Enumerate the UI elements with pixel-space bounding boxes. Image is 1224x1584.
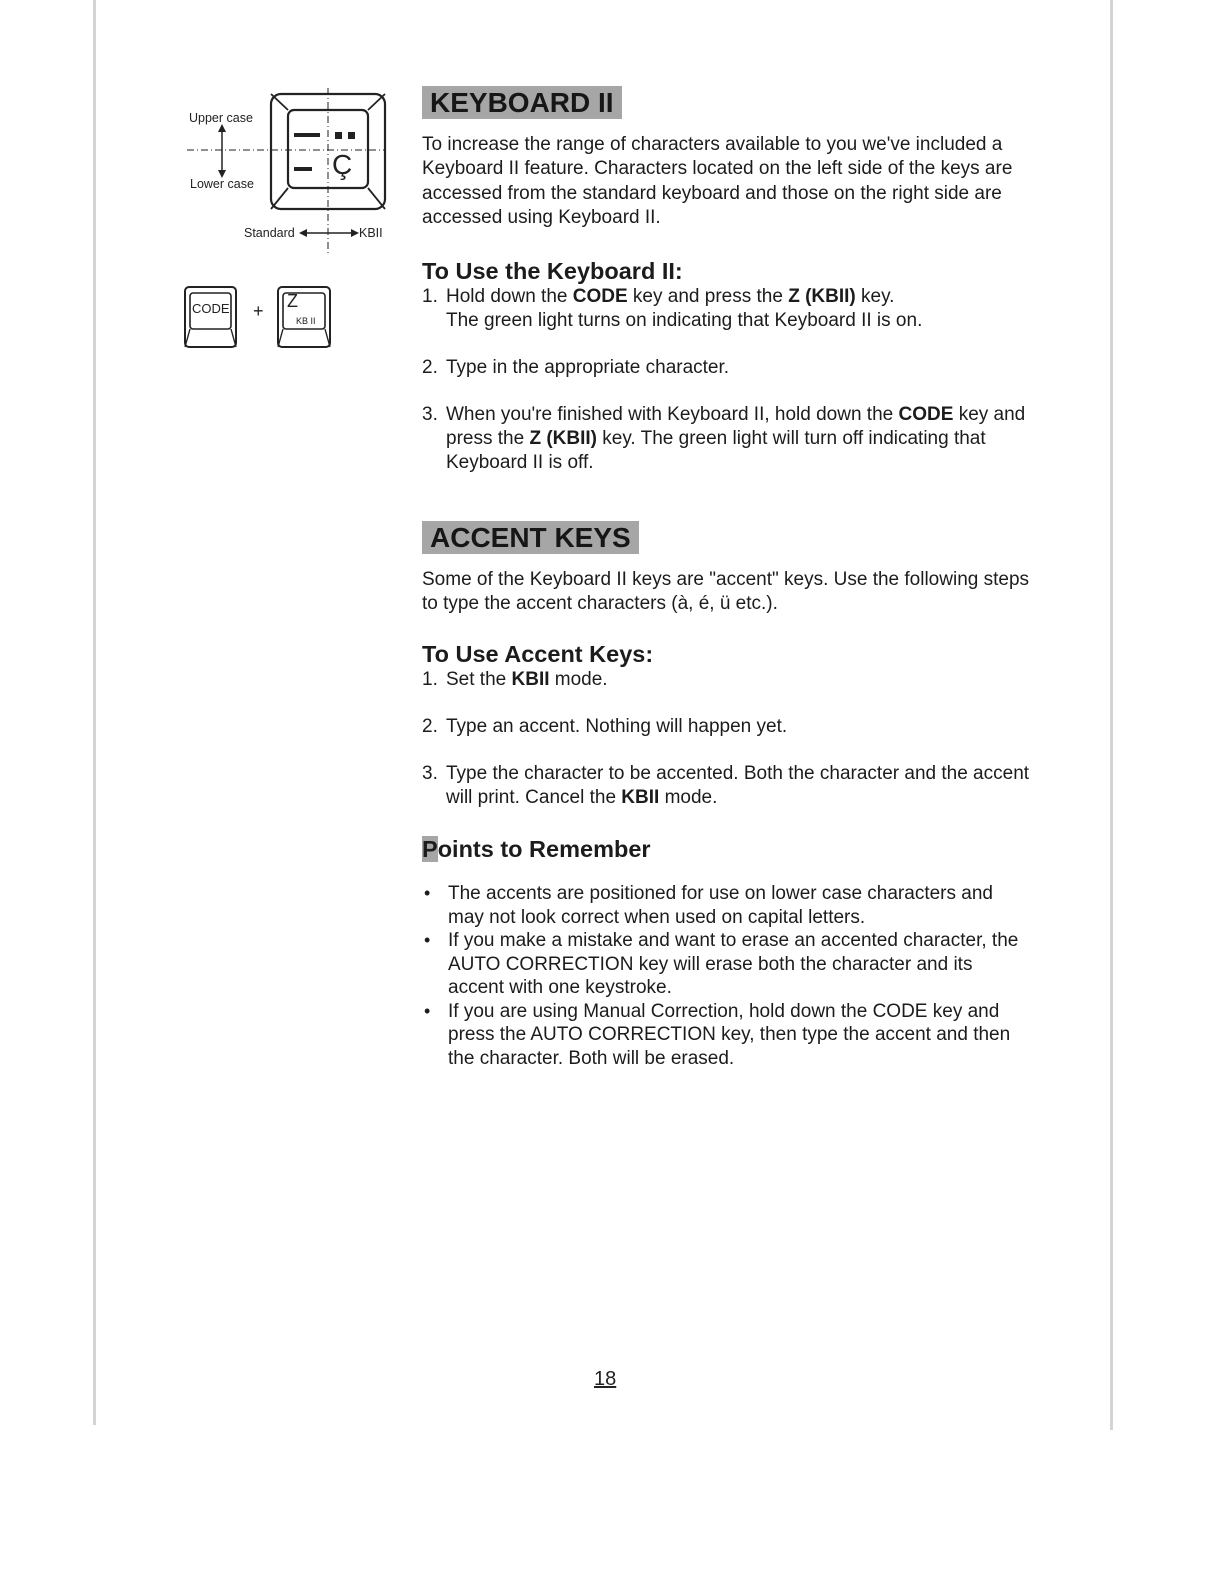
z-key-sub-label: KB II xyxy=(296,316,316,326)
kbii-label: KBII xyxy=(359,226,383,240)
points-to-remember-heading: Points to Remember xyxy=(422,836,651,863)
keyboard-ii-steps xyxy=(422,285,1032,475)
plus-sign: + xyxy=(253,301,264,321)
z-key-label: Z xyxy=(287,291,298,311)
list-item: • If you are using Manual Correction, hold down the CODE key and press the AUTO CORRECTION key, then type the accent and then the character. Both will be erased. xyxy=(424,1000,1011,1069)
scan-page-edge-left xyxy=(93,0,96,1425)
keyboard-ii-subheading: To Use the Keyboard II: xyxy=(422,257,683,284)
lower-case-label: Lower case xyxy=(190,177,254,191)
list-item: • The accents are positioned for use on lower case characters and may not look correct when used on capital letters. xyxy=(424,883,993,928)
right-lower-character: Ç xyxy=(332,149,353,180)
keyboard-ii-title: KEYBOARD II xyxy=(422,86,622,119)
key-combo-graphic xyxy=(183,285,343,351)
list-item: 2. Type an accent. Nothing will happen yet. xyxy=(422,716,788,738)
accent-keys-intro: Some of the Keyboard II keys are "accent" keys. Use the following steps to type the accent characters (à, é, ü etc.). xyxy=(422,568,1030,615)
list-item: 3. Type the character to be accented. Both the character and the accent will print. Cancel the KBII mode. xyxy=(422,763,1030,809)
scan-page-edge-right xyxy=(1110,0,1113,1430)
list-item: 2. Type in the appropriate character. xyxy=(422,356,730,378)
accent-keys-subheading: To Use Accent Keys: xyxy=(422,641,654,668)
keyboard-ii-intro: To increase the range of characters available to you we've included a Keyboard II feature. Characters located on the left side of the keys are accessed from the standard keyboard and those on the right side are accessed using Keyboard II. xyxy=(422,134,1013,229)
accent-keys-steps xyxy=(422,668,1032,810)
list-item: 3. When you're finished with Keyboard II, hold down the CODE key and press the Z (KBII) key. The green light will turn off indicating that Keyboard II is off. xyxy=(422,403,1026,473)
code-key-label: CODE xyxy=(192,301,230,316)
list-item: • If you make a mistake and want to erase an accented character, the AUTO CORRECTION key will erase both the character and its accent with one keystroke. xyxy=(424,930,1019,999)
key-legend-diagram xyxy=(185,88,395,258)
main-content xyxy=(422,86,1032,1070)
points-list xyxy=(422,882,1032,1070)
list-item: 1. Set the KBII mode. xyxy=(422,669,608,691)
accent-keys-title: ACCENT KEYS xyxy=(422,521,639,554)
page-number: 18 xyxy=(594,1368,617,1390)
list-item: 1. Hold down the CODE key and press the Z (KBII) key. The green light turns on indicating that Keyboard II is on. xyxy=(422,285,923,331)
standard-label: Standard xyxy=(244,226,295,240)
upper-case-label: Upper case xyxy=(189,111,253,125)
